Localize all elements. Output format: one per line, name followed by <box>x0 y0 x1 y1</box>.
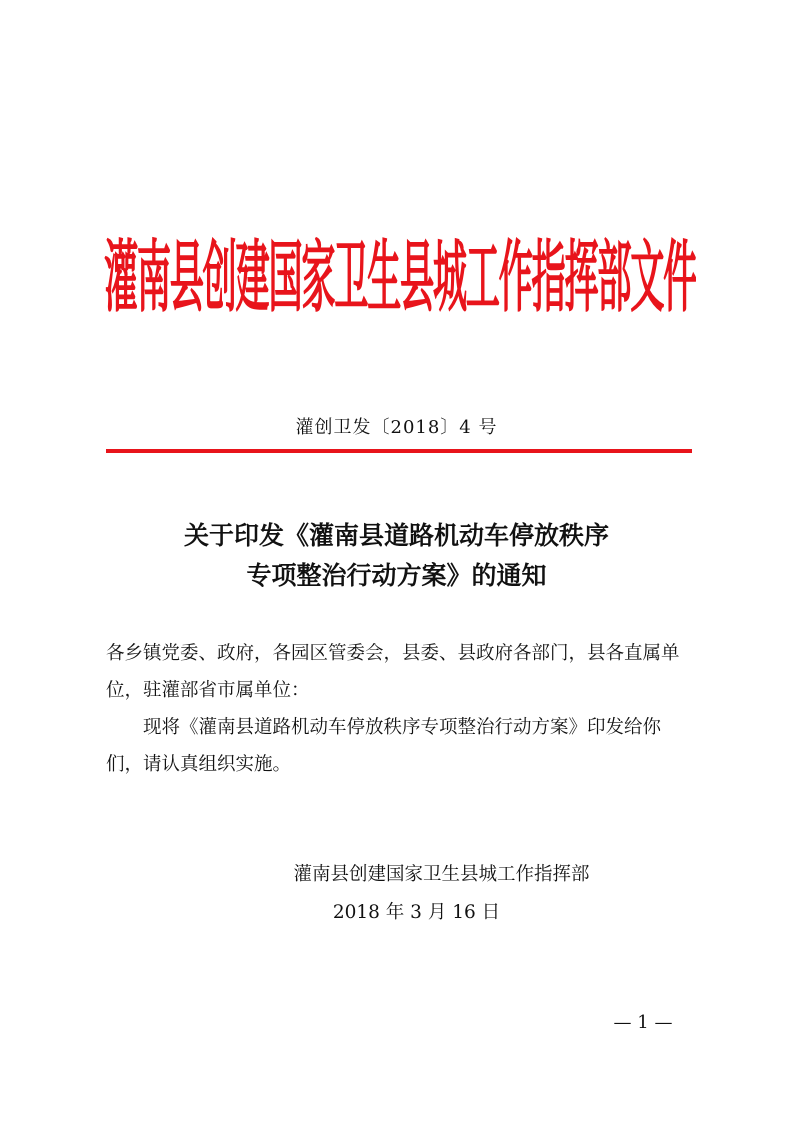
recipients-paragraph: 各乡镇党委、政府，各园区管委会，县委、县政府各部门，县各直属单位，驻灌部省市属单位： <box>106 643 680 701</box>
signature-date: 2018 年 3 月 16 日 <box>332 902 501 923</box>
document-number: 灌创卫发〔2018〕4 号 <box>295 417 498 438</box>
signature-organization: 灌南县创建国家卫生县城工作指挥部 <box>293 864 590 885</box>
document-title <box>0 516 793 596</box>
masthead-title: 灌南县创建国家卫生县城工作指挥部文件 <box>104 233 696 323</box>
main-paragraph: 现将《灌南县道路机动车停放秩序专项整治行动方案》印发给你们，请认真组织实施。 <box>106 717 662 775</box>
title-line-1: 关于印发《灌南县道路机动车停放秩序 <box>183 521 609 550</box>
red-divider-line <box>106 449 692 453</box>
document-body <box>106 635 696 783</box>
masthead <box>104 218 696 338</box>
page-number: — 1 — <box>613 1012 673 1033</box>
title-line-2: 专项整治行动方案》的通知 <box>246 561 547 590</box>
